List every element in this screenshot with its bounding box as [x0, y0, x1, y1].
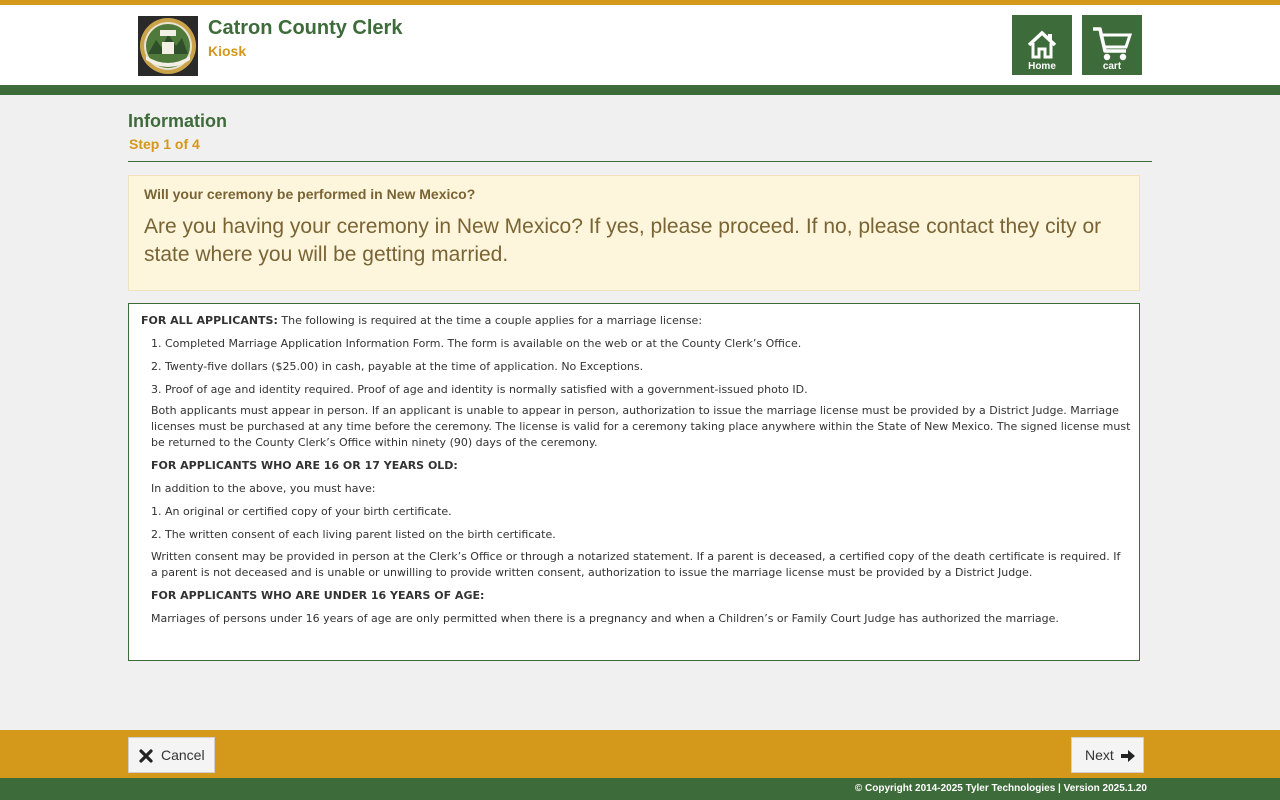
appearance-paragraph: Both applicants must appear in person. If an applicant is unable to appear in person, authorization to issue the marriage license must be provided by a District Judge. Marriage licenses must be purchased at any time before the ceremony. The license is valid for a ceremony taking place anywhere within the State of New Mexico. The signed license must be returned to the County Clerk’s Office within ninety (90) days of the ceremony.	[151, 404, 1131, 449]
close-icon	[138, 748, 154, 764]
step-indicator: Step 1 of 4	[129, 136, 200, 152]
home-icon	[1012, 15, 1072, 65]
cart-button[interactable]	[1082, 15, 1142, 75]
question-text: Are you having your ceremony in New Mexico? If yes, please proceed. If no, please contact they city or state where you will be getting married.	[144, 215, 1102, 266]
copyright-bar	[0, 778, 1280, 800]
under-16-text: Marriages of persons under 16 years of age are only permitted when there is a pregnancy and when a Children’s or Family Court Judge has authorized the marriage.	[151, 612, 1059, 625]
all-applicants-intro: The following is required at the time a couple applies for a marriage license:	[277, 314, 703, 327]
county-seal-logo	[138, 16, 198, 76]
all-applicants-line	[141, 314, 702, 327]
cart-label: cart	[1102, 61, 1122, 72]
title-divider	[128, 161, 1152, 162]
requirements-panel	[128, 303, 1140, 661]
next-label: Next	[1085, 747, 1114, 763]
copyright-text: © Copyright 2014-2025 Tyler Technologies | Version 2025.1.20	[854, 783, 1147, 794]
minor-item-1: 1. An original or certified copy of your birth certificate.	[151, 505, 452, 518]
requirement-item-3: 3. Proof of age and identity required. Proof of age and identity is normally satisfied with a government-issued photo ID.	[151, 383, 808, 396]
home-button[interactable]	[1012, 15, 1072, 75]
question-panel	[128, 175, 1140, 291]
next-button[interactable]	[1071, 737, 1144, 773]
site-header	[0, 5, 1280, 85]
question-title: Will your ceremony be performed in New Mexico?	[144, 186, 476, 202]
header-divider-bar	[0, 85, 1280, 95]
page-title: Information	[128, 111, 227, 131]
under-16-heading: FOR APPLICANTS WHO ARE UNDER 16 YEARS OF AGE:	[151, 589, 485, 602]
all-applicants-heading: FOR ALL APPLICANTS:	[141, 314, 278, 327]
minor-intro: In addition to the above, you must have:	[151, 482, 376, 495]
home-label: Home	[1028, 61, 1056, 72]
minor-item-2: 2. The written consent of each living parent listed on the birth certificate.	[151, 528, 556, 541]
org-subtitle: Kiosk	[208, 43, 247, 59]
requirement-item-1: 1. Completed Marriage Application Information Form. The form is available on the web or at the County Clerk’s Office.	[151, 337, 802, 350]
cancel-button[interactable]	[128, 737, 215, 773]
cancel-label: Cancel	[161, 747, 205, 763]
org-title: Catron County Clerk	[208, 17, 403, 39]
consent-paragraph: Written consent may be provided in person at the Clerk’s Office or through a notarized statement. If a parent is deceased, a certified copy of the death certificate is required. If a parent is not deceased and is unable or unwilling to provide written consent, authorization to issue the marriage license must be provided by a District Judge.	[151, 550, 1121, 579]
minor-applicants-heading: FOR APPLICANTS WHO ARE 16 OR 17 YEARS OLD:	[151, 459, 458, 472]
arrow-right-icon	[1120, 748, 1136, 764]
cart-icon	[1082, 15, 1142, 65]
requirement-item-2: 2. Twenty-five dollars ($25.00) in cash, payable at the time of application. No Exceptions.	[151, 360, 644, 373]
